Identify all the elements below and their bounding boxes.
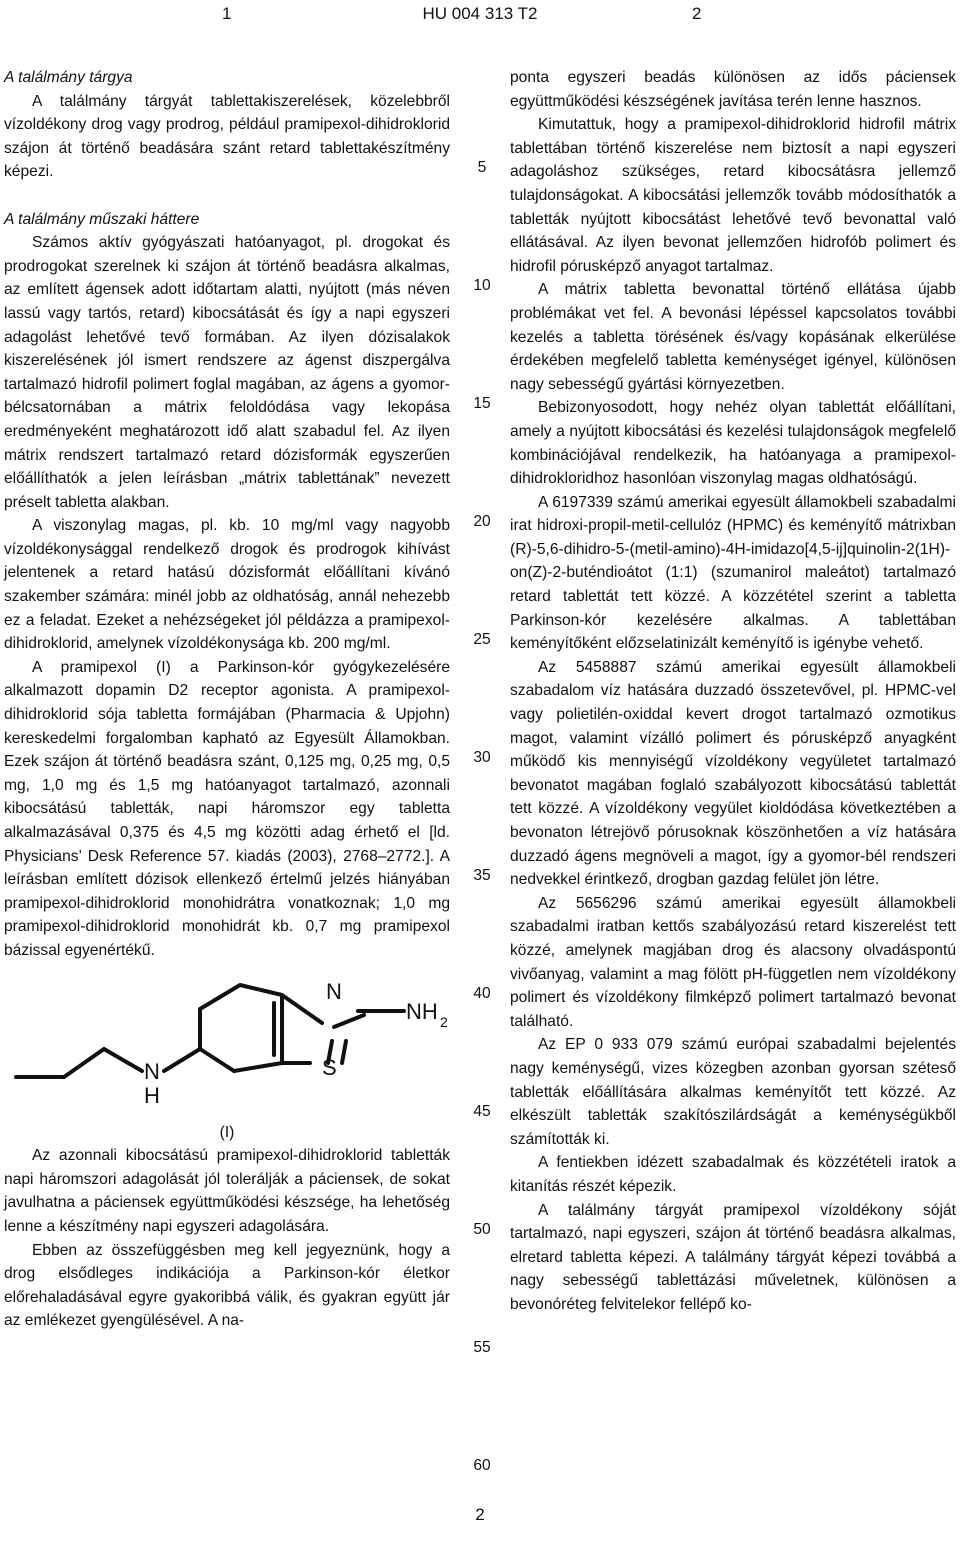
paragraph: Az azonnali kibocsátású pramipexol-dihidroklorid tabletták napi háromszori adagolását jól tolerálják a páciensek, de sokat javulhatna a páciensek együttműködési készsége, ha lehetőség lenne a készítmény napi egyszeri adagolására. [4, 1147, 450, 1235]
paragraph: A 6197339 számú amerikai egyesült államokbeli szabadalmi irat hidroxi-propil-metil-cellulóz (HPMC) és keményítő mátrixban (R)-5,6-dihidro-5-(metil-amino)-4H-imidazo[4,5-ij]quinolin-2(1H)-on(Z)-2-buténdioátot (1:1) (szumanirol maleátot) tartalmazó retard tablettát tett közzé. A közzététel szerint a tabletta Parkinson-kór kezelésére alkalmas. A tablettában keményítőként előzselatinizált keményítő is igénybe vehető. [510, 493, 956, 653]
line-number: 15 [473, 395, 491, 412]
line-number: 60 [473, 1457, 491, 1474]
paragraph: A viszonylag magas, pl. kb. 10 mg/ml vagy nagyobb vízoldékonysággal rendelkező drogok és prodrogok kihívást jelentenek a retard hatású dózisformát előállítani kívánó szakember számára: minél jobb az oldhatóság, annál nehezebb ez a feladat. Ezeket a nehézségeket jól példázza a pramipexol-dihidroklorid, amelynek vízoldékonysága kb. 200 mg/ml. [4, 517, 450, 653]
paragraph: A találmány tárgyát pramipexol vízoldékony sóját tartalmazó, napi egyszeri, szájon át történő beadásra alkalmas, elretard tabletta képezi. A találmány tárgyát képezi továbbá a nagy sebességű tablettázási műveletnek, különösen a bevonóréteg felvitelekor fellépő ko- [510, 1201, 956, 1313]
paragraph: ponta egyszeri beadás különösen az idős páciensek együttműködési készségének javítása terén lenne hasznos. [510, 69, 956, 110]
pramipexole-structure [4, 971, 450, 1121]
line-number: 5 [477, 159, 487, 176]
paragraph: Az 5458887 számú amerikai egyesült államokbeli szabadalom víz hatására duzzadó összetevővel, pl. HPMC-vel vagy polietilén-oxiddal kevert drogot tartalmazó ozmotikus magot, valamint vízálló polimert és pórusképző anyagként működő kis mennyiségű vízoldékony vegyületet tartalmazó bevonatot magában foglaló szabályozott kibocsátású tablettát tett közzé. A vízoldékony vegyület kioldódása következtében a bevonaton létrejövő pórusoknak köszönhetően a víz hatására duzzadó ágens megnöveli a magot, így a gyomor-bél rendszeri nedvekkel érintkező, drogban gazdag felület jön létre. [510, 658, 956, 889]
paragraph: Az 5656296 számú amerikai egyesült államokbeli szabadalmi iratban kettős szabályozású retard kiszerelést tett közzé, amelynek magjában drog és alacsony olvadáspontú vivőanyag, valamint a mag fölött pH-független nem vízoldékony polimert és vízoldékony filmképző polimert tartalmazó bevonat található. [510, 894, 956, 1030]
line-number: 10 [473, 277, 491, 294]
line-number: 50 [473, 1221, 491, 1238]
paragraph: Kimutattuk, hogy a pramipexol-dihidroklorid hidrofil mátrix tablettában történő kiszerelése nem biztosít a napi egyszeri adagoláshoz szükséges, retard kibocsátásra jellemző tulajdonságokat. A kibocsátási jellemzők tovább módosíthatók a tabletták nyújtott kibocsátást lehetővé tevő bevonattal való ellátásával. Az ilyen bevonat jellemzően hidrofób polimert és hidrofil pórusképző anyagot tartalmaz. [510, 116, 956, 275]
structure-caption: (I) [219, 1123, 235, 1141]
paragraph: A pramipexol (I) a Parkinson-kór gyógykezelésére alkalmazott dopamin D2 receptor agonista. A pramipexol-dihidroklorid sója tabletta formájában (Pharmacia & Upjohn) kereskedelmi forgalomban kapható az Egyesült Államokban. Ezek szájon át történő beadásra szánt, 0,125 mg, 0,25 mg, 0,5 mg, 1,0 mg és 1,5 mg hatóanyagot tartalmazó, azonnali kibocsátású tabletták, napi háromszor egy tabletta alkalmazásával 0,375 és 4,5 mg közötti adag érhető el [ld. Physicians’ Desk Reference 57. kiadás (2003), 2768–2772.]. A leírásban említett dózisok ellenkező értelmű jelzés hiányában pramipexol-dihidroklorid monohidrátra vonatkoznak; 1,0 mg pramipexol-dihidroklorid monohidrát kb. 0,7 mg pramipexol bázissal egyenértékű. [4, 658, 450, 959]
line-number: 40 [473, 985, 491, 1002]
paragraph: Az EP 0 933 079 számú európai szabadalmi bejelentés nagy keménységű, vizes közegben azonban gyorsan széteső tabletták előállítására alkalmas keményítőt tett közzé. Az elkészült tabletták szakítószilárdságát a keménységükből számították ki. [510, 1036, 956, 1148]
atom-nh2-subscript: 2 [440, 1013, 448, 1030]
paragraph: Bebizonyosodott, hogy nehéz olyan tablettát előállítani, amely a nyújtott kibocsátási és kezelési tulajdonságok megfelelő kombinációjával rendelkezik, ha hatóanyaga a pramipexol-dihidrokloridhoz hasonlóan viszonylag magas oldhatóságú. [510, 399, 956, 488]
atom-n-ring: N [326, 978, 342, 1004]
paragraph: Számos aktív gyógyászati hatóanyagot, pl. drogokat és prodrogokat szerelnek ki szájon át történő beadásra alkalmas, az említett ágensek adott időtartam alatti, nyújtott (más néven lassú vagy tartós, retard) kibocsátását és így a napi egyszeri adagolást lehetővé tevő formában. Az ilyen dózisalakok kiszerelésének jól ismert rendszere az ágenst diszpergálva tartalmazó hidrofil polimert foglal magában, az ágens a gyomor-bélcsatornában a mátrix feloldódása vagy lekopása eredményeként meghatározott idő alatt szabadul fel. Az ilyen mátrix rendszert tartalmazó retard dózisformák egyszerűen előállíthatók a jelen leírásban „mátrix tablettának” nevezett préselt tabletta alakban. [4, 234, 450, 511]
line-number: 25 [473, 631, 491, 648]
left-page-number: 1 [222, 4, 232, 23]
section-heading-subject: A találmány tárgya [4, 69, 133, 86]
right-page-number: 2 [692, 4, 702, 23]
atom-s: S [322, 1054, 337, 1080]
line-number: 20 [473, 513, 491, 530]
left-column [4, 66, 450, 1333]
line-number: 45 [473, 1103, 491, 1120]
right-column [510, 66, 956, 1316]
atom-h: H [144, 1082, 160, 1108]
atom-nh: N [144, 1058, 160, 1084]
paragraph: A mátrix tabletta bevonattal történő ellátása újabb problémákat vet fel. A bevonási lépéssel kapcsolatos további kezelés a tabletta törésének és/vagy kopásának elkerülése érdekében megfelelő tabletta keménységet igényel, különösen nagy sebességű gyártási környezetben. [510, 281, 956, 393]
line-number: 30 [473, 749, 491, 766]
section-heading-background: A találmány műszaki háttere [4, 210, 200, 228]
line-number: 55 [473, 1339, 491, 1356]
paragraph: Ebben az összefüggésben meg kell jegyeznünk, hogy a drog elsődleges indikációja a Parkinson-kór életkor előrehaladásával egyre gyakoribbá válik, és gyakran együtt jár az emlékezet gyengülésével. A na- [4, 1241, 450, 1330]
line-number: 35 [473, 867, 491, 884]
atom-nh2: NH [406, 998, 438, 1024]
paragraph: A fentiekben idézett szabadalmak és közzétételi iratok a kitanítás részét képezik. [510, 1154, 956, 1195]
document-number: HU 004 313 T2 [422, 4, 538, 23]
paragraph: A találmány tárgyát tablettakiszerelések, közelebbről vízoldékony drog vagy prodrog, például pramipexol-dihidroklorid szájon át történő beadására szánt retard tablettakészítmény képezi. [4, 92, 450, 181]
footer-page-number: 2 [475, 1505, 485, 1524]
